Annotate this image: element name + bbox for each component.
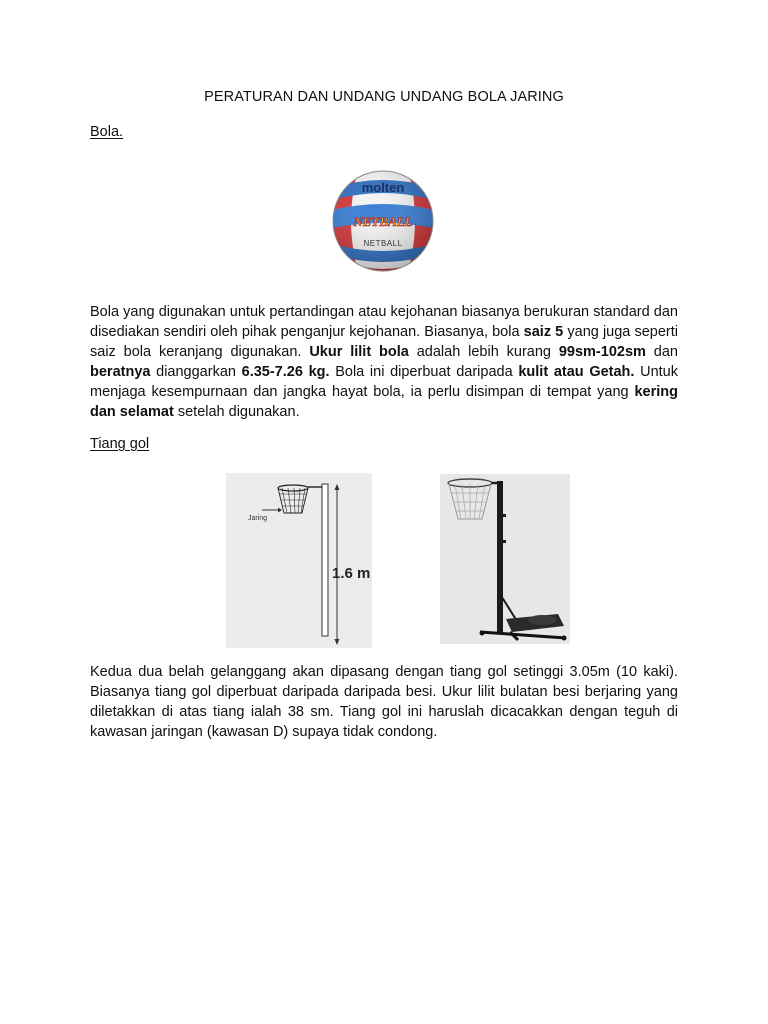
ball-band-text: NETBALL: [363, 239, 403, 248]
bola-paragraph-bold-run: Ukur lilit bola: [309, 344, 409, 360]
bola-paragraph-run: yang juga seperti saiz bola keranjang digunakan.: [90, 324, 679, 360]
tiang-gol-paragraph: Kedua dua belah gelanggang akan dipasang dengan tiang gol setinggi 3.05m (10 kaki). Biasanya tiang gol diperbuat daripada daripada besi. Ukur lilit bulatan besi berjaring yang diletakkan di atas tiang ialah 38 sm. Tiang gol ini haruslah dicacakkan dengan teguh di kawasan jaringan (kawasan D) supaya tidak condong.: [90, 664, 678, 740]
bola-paragraph-run: Bola yang digunakan untuk pertandingan atau kejohanan biasanya berukuran standard dan disediakan sendiri oleh pihak penganjur kejohanan. Biasanya, bola: [90, 304, 678, 340]
goal-post-photo: [440, 474, 570, 644]
bola-paragraph-bold-run: kering dan selamat: [90, 384, 678, 420]
height-label: 1.6 m: [332, 565, 371, 582]
section-heading-tiang-gol: Tiang gol: [90, 436, 150, 452]
bola-paragraph-run: dan: [645, 344, 678, 360]
bola-paragraph-bold-run: saiz 5: [523, 324, 564, 340]
bola-paragraph-run: Untuk menjaga kesempurnaan dan jangka hayat bola, ia perlu disimpan di tempat yang: [90, 364, 678, 400]
net-label: Jaring: [248, 515, 268, 522]
bola-paragraph-bold-run: kulit atau Getah.: [518, 364, 635, 380]
bola-paragraph-run: Bola ini diperbuat daripada: [329, 364, 519, 380]
ball-logo-text: NETBALL: [353, 214, 413, 229]
ball-brand-text: molten: [361, 180, 405, 195]
bola-paragraph-run: dianggarkan: [150, 364, 242, 380]
section-heading-bola: Bola.: [90, 124, 124, 140]
bola-paragraph-run: setelah digunakan.: [173, 404, 300, 420]
bola-paragraph-bold-run: beratnya: [90, 364, 151, 380]
netball-image: [332, 170, 434, 272]
bola-paragraph-bold-run: 6.35-7.26 kg.: [241, 364, 330, 380]
goal-post-diagram: [226, 473, 372, 648]
page-title: PERATURAN DAN UNDANG UNDANG BOLA JARING: [204, 89, 564, 105]
bola-paragraph: [90, 302, 678, 422]
bola-paragraph-run: adalah lebih kurang: [408, 344, 559, 360]
bola-paragraph-bold-run: 99sm-102sm: [558, 344, 646, 360]
